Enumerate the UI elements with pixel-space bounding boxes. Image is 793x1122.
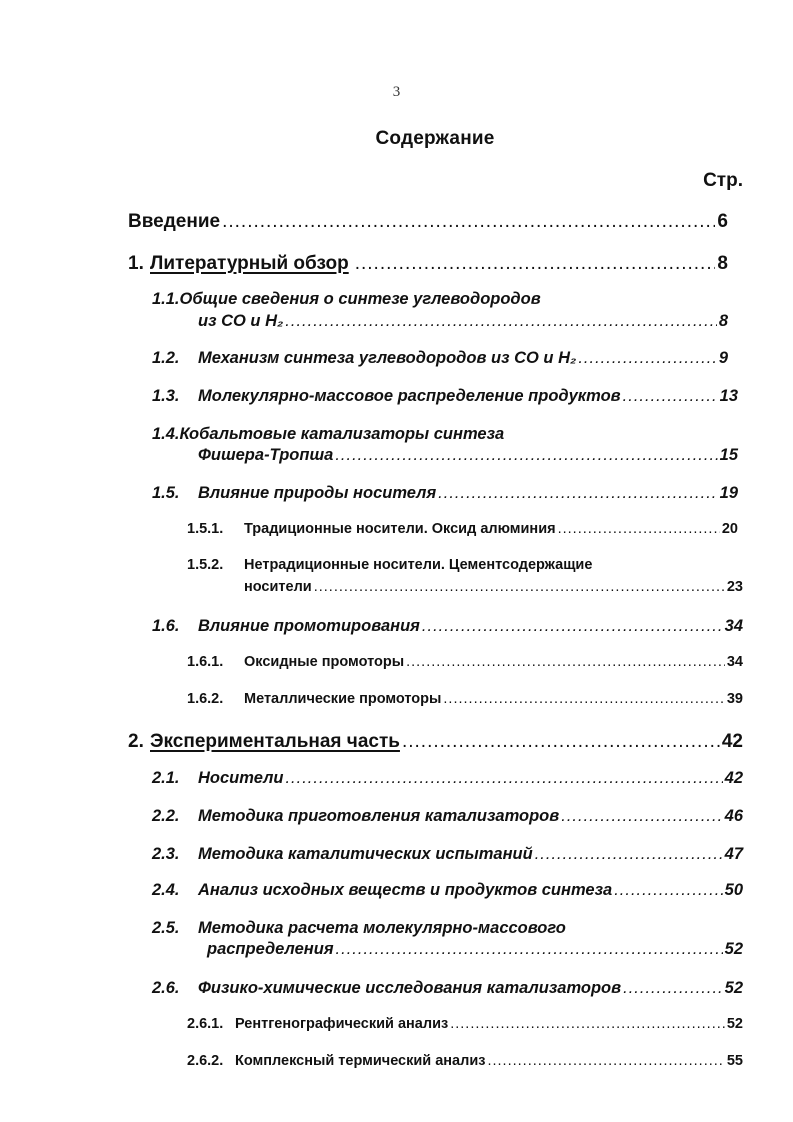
toc-entry-title-cont: распределения	[207, 940, 334, 958]
leader-dots	[623, 979, 723, 998]
toc-entry-page: 19	[719, 484, 738, 502]
toc-entry	[187, 1053, 743, 1069]
toc-entry-line	[152, 290, 541, 309]
toc-entry-number: 2.6.2.	[187, 1053, 224, 1069]
toc-entry-number: 2.6.	[152, 979, 180, 997]
leader-dots	[355, 253, 716, 275]
toc-entry-title: Традиционные носители. Оксид алюминия	[244, 521, 556, 537]
toc-entry-number: 1.5.1.	[187, 521, 224, 537]
toc-entry-page: 50	[724, 881, 743, 899]
page-title: Содержание	[375, 128, 495, 149]
toc-entry-title: Механизм синтеза углеводородов из CO и H₂	[198, 349, 577, 367]
toc-entry-title: Методика приготовления катализаторов	[198, 807, 560, 825]
toc-entry	[152, 484, 738, 503]
toc-entry	[187, 1016, 743, 1032]
toc-entry-title: Анализ исходных веществ и продуктов синтеза	[198, 881, 613, 899]
toc-entry-title: Методика расчета молекулярно-массового	[198, 919, 566, 937]
toc-entry-number: 1.1.	[152, 290, 180, 308]
page-column-label: Стр.	[703, 170, 743, 191]
toc-entry	[152, 617, 743, 636]
toc-entry-page: 15	[719, 446, 738, 464]
toc-entry	[198, 312, 728, 331]
toc-entry-title: Носители	[198, 769, 284, 787]
leader-dots	[578, 349, 717, 368]
toc-entry-page: 42	[721, 731, 743, 752]
toc-entry-page: 13	[719, 387, 738, 405]
toc-entry-title: Металлические промоторы	[244, 691, 442, 707]
toc-entry	[128, 211, 728, 233]
leader-dots	[487, 1053, 724, 1069]
leader-dots	[422, 617, 723, 636]
leader-dots	[561, 807, 722, 826]
toc-entry-line	[152, 425, 504, 444]
toc-entry-number: 2.6.1.	[187, 1016, 224, 1032]
toc-entry-number: 1.3.	[152, 387, 180, 405]
toc-entry-page: 34	[726, 654, 743, 670]
toc-entry	[128, 253, 728, 275]
toc-entry	[152, 807, 743, 826]
leader-dots	[314, 579, 725, 595]
toc-entry-title: Оксидные промоторы	[244, 654, 405, 670]
toc-entry-number: 1.6.1.	[187, 654, 224, 670]
toc-entry-title: Нетрадиционные носители. Цементсодержащие	[244, 557, 593, 573]
toc-entry-number: 2.3.	[152, 845, 180, 863]
toc-entry-page: 55	[726, 1053, 743, 1069]
toc-entry-title: Влияние природы носителя	[198, 484, 437, 502]
leader-dots	[336, 940, 723, 959]
leader-dots	[285, 312, 717, 331]
toc-entry-line	[187, 557, 592, 573]
toc-entry-page: 34	[724, 617, 743, 635]
toc-entry-page: 39	[726, 691, 743, 707]
toc-entry	[152, 349, 728, 368]
toc-entry-title-cont: из CO и H₂	[198, 312, 284, 330]
page-number: 3	[392, 84, 401, 100]
leader-dots	[450, 1016, 725, 1032]
toc-entry-page: 52	[724, 979, 743, 997]
toc-entry-page: 52	[726, 1016, 743, 1032]
toc-entry-title: Влияние промотирования	[198, 617, 420, 635]
toc-entry-page: 47	[724, 845, 743, 863]
toc-entry-number: 1.2.	[152, 349, 180, 367]
leader-dots	[558, 521, 720, 537]
toc-entry	[152, 979, 743, 998]
toc-entry-number: 1.5.	[152, 484, 180, 502]
leader-dots	[285, 769, 722, 788]
leader-dots	[443, 691, 724, 707]
toc-entry	[187, 654, 743, 670]
toc-entry-title: Комплексный термический анализ	[235, 1053, 486, 1069]
toc-entry-number: 2.5.	[152, 919, 180, 937]
toc-entry-title: Рентгенографический анализ	[235, 1016, 449, 1032]
toc-entry-page: 52	[724, 940, 743, 958]
toc-entry-title: Методика каталитических испытаний	[198, 845, 533, 863]
toc-entry-page: 9	[718, 349, 728, 367]
toc-entry-number: 1.	[128, 253, 144, 274]
toc-entry-number: 1.4.	[152, 425, 180, 443]
toc-entry-number: 1.5.2.	[187, 557, 224, 573]
leader-dots	[406, 654, 725, 670]
toc-entry	[207, 940, 743, 959]
toc-entry-page: 23	[726, 579, 743, 595]
toc-entry-page: 6	[717, 211, 728, 232]
leader-dots	[438, 484, 717, 503]
toc-entry-line	[152, 919, 566, 938]
toc-entry-number: 2.2.	[152, 807, 180, 825]
toc-entry	[187, 691, 743, 707]
toc-entry-title: Физико-химические исследования катализаторов	[198, 979, 622, 997]
leader-dots	[614, 881, 722, 900]
leader-dots	[335, 446, 717, 465]
toc-entry-page: 46	[724, 807, 743, 825]
toc-entry-page: 42	[724, 769, 743, 787]
toc-entry-number: 1.6.2.	[187, 691, 224, 707]
toc-entry	[152, 387, 738, 406]
leader-dots	[402, 731, 720, 753]
toc-entry-title-cont: Фишера-Тропша	[198, 446, 334, 464]
toc-entry-title-cont: носители	[244, 579, 312, 595]
toc-entry-page: 8	[717, 253, 728, 274]
toc-entry	[152, 881, 743, 900]
toc-entry	[244, 579, 743, 595]
toc-entry-page: 20	[721, 521, 738, 537]
toc-entry-title: Общие сведения о синтезе углеводородов	[179, 290, 541, 308]
toc-entry-number: 1.6.	[152, 617, 180, 635]
toc-entry-number: 2.	[128, 731, 144, 752]
toc-entry	[152, 769, 743, 788]
leader-dots	[535, 845, 723, 864]
toc-entry-number: 2.4.	[152, 881, 180, 899]
toc-entry-page: 8	[718, 312, 728, 330]
toc-entry-title: Кобальтовые катализаторы синтеза	[179, 425, 505, 443]
toc-entry-title: Молекулярно-массовое распределение продуктов	[198, 387, 621, 405]
toc-entry	[187, 521, 738, 537]
toc-entry-title: Введение	[128, 211, 221, 232]
leader-dots	[623, 387, 718, 406]
toc-entry-title: Экспериментальная часть	[150, 731, 400, 752]
leader-dots	[222, 211, 715, 233]
toc-entry	[198, 446, 738, 465]
toc-entry	[152, 845, 743, 864]
toc-entry-number: 2.1.	[152, 769, 180, 787]
toc-entry-title: Литературный обзор	[150, 253, 349, 274]
toc-entry	[128, 731, 743, 753]
